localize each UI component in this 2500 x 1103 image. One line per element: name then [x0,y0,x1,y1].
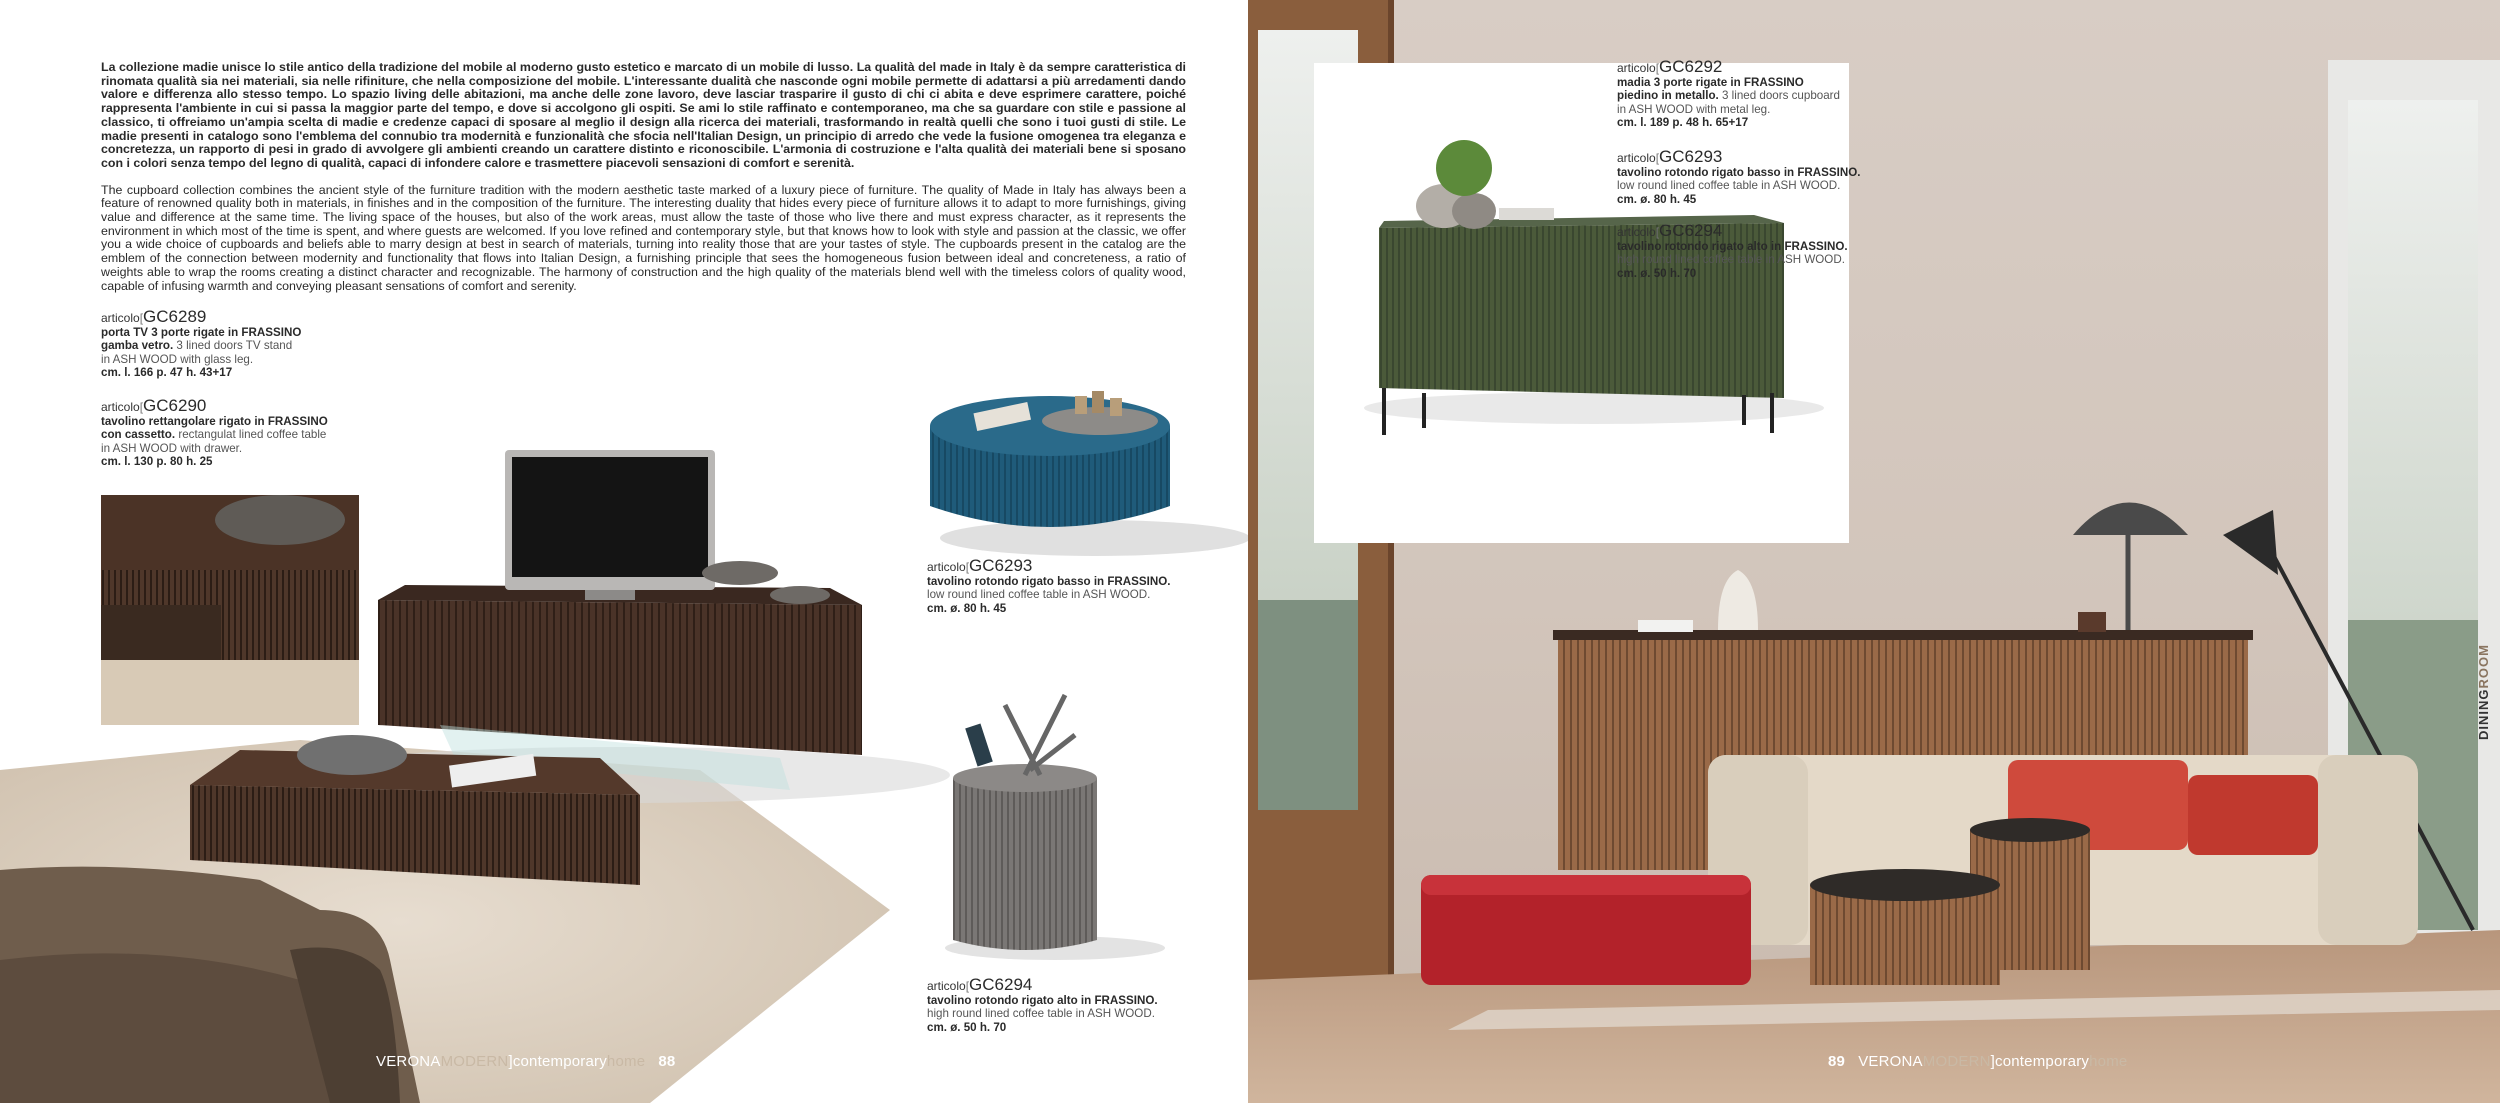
page-number-left: 88 [658,1053,676,1070]
article-gc6290: articolo[GC6290 tavolino rettangolare rigato in FRASSINO con cassetto. rectangulat lined coffee table in ASH WOOD with drawer. cm. l. 130 p. 80 h. 25 [101,396,328,469]
article-gc6294-right: articolo[GC6294 tavolino rotondo rigato alto in FRASSINO. high round lined coffee table in ASH WOOD. cm. ø. 50 h. 70 [1617,221,1848,280]
article-gc6293-left: articolo[GC6293 tavolino rotondo rigato basso in FRASSINO. low round lined coffee table in ASH WOOD. cm. ø. 80 h. 45 [927,556,1171,615]
page-number-right: 89 [1828,1053,1846,1070]
article-gc6289: articolo[GC6289 porta TV 3 porte rigate in FRASSINO gamba vetro. 3 lined doors TV stand in ASH WOOD with glass leg. cm. l. 166 p. 47 h. 43+17 [101,307,302,380]
green-cupboard-photo [1314,63,1849,543]
left-page [0,0,1248,1103]
intro-text [101,61,1186,306]
article-gc6292: articolo[GC6292 madia 3 porte rigate in FRASSINO piedino in metallo. 3 lined doors cupboard in ASH WOOD with metal leg. cm. l. 189 p. 48 h. 65+17 [1617,57,1840,130]
intro-italian: La collezione madie unisce lo stile antico della tradizione del mobile al moderno gusto estetico e marcato di un mobile di lusso. La qualità del made in Italy è da sempre caratteristica di rinomata qualità sia nei materiali, sia nelle rifiniture, che nella composizione del mobile. L'interessante dualità che nasconde ogni mobile permette di adattarsi a più arredamenti dando valore e differenza allo stesso tempo. Lo spazio living delle abitazioni, ma anche delle zone lavoro, deve lasciar trasparire il gusto di chi ci abita e deve esprimere carattere, poiché rappresenta l'ambiente in cui si passa la maggior parte del tempo, e dove si accolgono gli ospiti. Se ami lo stile raffinato e contemporaneo, ma che sa guardare con stile e passione al classico, ti offreiamo un'ampia scelta di madie e credenze capaci di sposare al meglio il design alla ricerca dei materiali, trasformando in realtà quelli che sono i tuoi gusti di stile. Le madie presenti in catalogo sono l'emblema del connubio tra modernità e funzionalità che sfocia nell'Italian Design, un principio di arredo che vede la fusione omogenea tra eleganza e concretezza, un rapporto di pesi in grado di avvolgere gli ambienti creando un carattere distinto e riconoscibile. L'armonia di costruzione e l'alta qualità dei materiali bene si sposano con i colori senza tempo del legno di qualità, capaci di infondere calore e trasmettere piacevoli sensazioni di comfort e serenità. [101,60,1186,170]
round-low-table-photo [920,388,1248,563]
article-gc6294-left: articolo[GC6294 tavolino rotondo rigato alto in FRASSINO. high round lined coffee table in ASH WOOD. cm. ø. 50 h. 70 [927,975,1158,1034]
footer-left: VERONAMODERN]contemporaryhome 88 [376,1053,676,1070]
round-tall-table-photo [935,690,1175,965]
intro-english: The cupboard collection combines the ancient style of the furniture tradition with the modern aesthetic taste marked of a luxury piece of furniture. The quality of Made in Italy has always been a feature of renowned quality both in materials, in finishes and in the composition of the furniture. The interesting duality that hides every piece of furniture allows it to adapt to more furnishings, giving value and difference at the same time. The living space of the houses, but also of the work areas, must allow the taste of those who live there and must express character, as it represents the environment in which most of the time is spent, and where guests are welcomed. If you love refined and contemporary style, but that knows how to look with style and passion at the classic, we offer you a wide choice of cupboards and beliefs able to marry design at best in search of materials, turning into reality those that are your tastes of style. The cupboards present in the catalog are the emblem of the connection between modernity and functionality that flows into Italian Design, a furnishing principle that sees the homogeneous fusion between ideal and concreteness, a ratio of weights able to wrap the rooms creating a distinct character and recognizable. The harmony of construction and the high quality of the materials blend well with the timeless colors of quality wood, capable of infusing warmth and conveying pleasant sensations of comfort and serenity. [101,182,1186,293]
right-page [1248,0,2500,1103]
footer-right: 89 VERONAMODERN]contemporaryhome [1828,1053,2128,1070]
article-gc6293-right: articolo[GC6293 tavolino rotondo rigato basso in FRASSINO. low round lined coffee table in ASH WOOD. cm. ø. 80 h. 45 [1617,147,1861,206]
section-label-vertical: DININGROOM [2476,644,2491,740]
